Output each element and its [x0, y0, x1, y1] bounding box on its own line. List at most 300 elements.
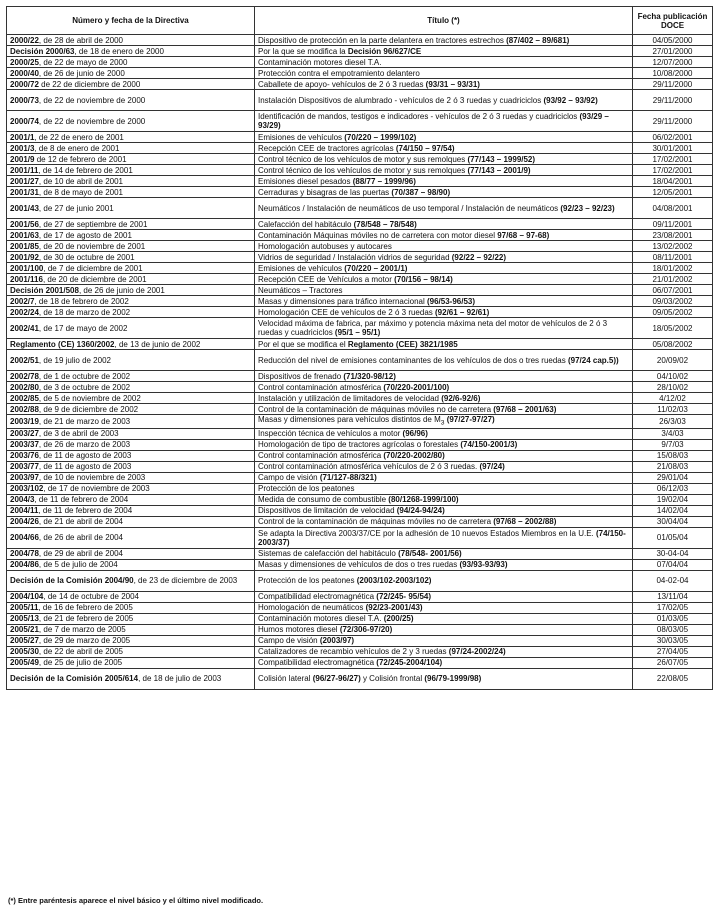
title-text: Compatibilidad electromagnética [258, 658, 377, 668]
title-reference: (70/387 – 98/90) [391, 187, 451, 197]
directive-number: 2000/74 [10, 116, 39, 126]
title-reference: (95/1 – 95/1) [334, 328, 381, 337]
table-body [7, 35, 713, 690]
table-header-row [7, 7, 713, 35]
title-cell [255, 252, 633, 263]
directive-number: 2003/27 [10, 429, 39, 439]
publication-date-cell: 10/08/2000 [633, 68, 713, 79]
publication-date-cell: 05/08/2002 [633, 339, 713, 350]
table-row [7, 635, 713, 646]
directive-number-cell [7, 668, 255, 689]
title-reference: (93/31 – 93/31) [425, 79, 480, 89]
directive-number-cell [7, 68, 255, 79]
table-row [7, 657, 713, 668]
table-row [7, 668, 713, 689]
directive-date: , de 8 de mayo de 2001 [38, 187, 123, 197]
title-cell [255, 602, 633, 613]
title-reference: (94/24-94/24) [396, 506, 445, 516]
table-row [7, 187, 713, 198]
title-cell [255, 350, 633, 371]
table-row [7, 90, 713, 111]
title-text: Emisiones diesel pesados [258, 176, 353, 186]
title-cell [255, 461, 633, 472]
directive-date: , de 5 de julio de 2004 [38, 560, 118, 570]
directive-date: , de 14 de octubre de 2004 [43, 592, 140, 602]
table-row [7, 516, 713, 527]
title-cell [255, 90, 633, 111]
directive-number-cell [7, 274, 255, 285]
title-cell [255, 154, 633, 165]
directive-number: 2003/76 [10, 451, 39, 461]
directive-date: , de 16 de febrero de 2005 [38, 603, 133, 613]
directive-date: , de 26 de junio de 2000 [38, 68, 125, 78]
publication-date-cell: 30-04-04 [633, 548, 713, 559]
title-text: Velocidad máxima de fabrica, par máximo y potencia máxima neta del motor de vehículos de 2 ó 3 ruedas y cuadriciclos [258, 319, 608, 337]
publication-date-cell: 12/07/2000 [633, 57, 713, 68]
directive-date: , de 22 de abril de 2005 [38, 647, 123, 657]
directive-number: 2000/22 [10, 35, 39, 45]
directive-number: 2005/13 [10, 614, 39, 624]
directive-number: 2003/97 [10, 473, 39, 483]
table-row [7, 35, 713, 46]
title-reference: (80/1268-1999/100) [388, 495, 459, 505]
title-text: Emisiones de vehículos [258, 263, 345, 273]
publication-date-cell: 29/01/04 [633, 472, 713, 483]
directive-number-cell [7, 219, 255, 230]
title-reference: (2003/102-2003/102) [356, 576, 432, 586]
title-cell [255, 559, 633, 570]
directive-date: , de 3 de octubre de 2002 [38, 382, 131, 392]
directive-number-cell [7, 646, 255, 657]
directive-number-cell [7, 570, 255, 591]
directive-date: , de 7 de marzo de 2005 [38, 625, 126, 635]
publication-date-cell: 17/02/2001 [633, 154, 713, 165]
title-reference: (71/320-98/12) [343, 371, 396, 381]
directive-number: 2001/11 [10, 165, 39, 175]
directive-number-cell [7, 263, 255, 274]
title-cell [255, 428, 633, 439]
title-reference: (87/402 – 89/681) [506, 35, 570, 45]
directive-date: , de 27 de septiembre de 2001 [38, 219, 148, 229]
title-reference: (70/220 – 1999/102) [344, 132, 417, 142]
directive-number-cell [7, 318, 255, 339]
title-cell [255, 285, 633, 296]
directive-number-cell [7, 382, 255, 393]
directive-number: 2004/3 [10, 495, 35, 505]
title-cell [255, 68, 633, 79]
directive-number: Decisión de la Comisión 2005/614 [10, 674, 139, 684]
directive-number-cell [7, 90, 255, 111]
publication-date-cell: 11/02/03 [633, 404, 713, 415]
directive-number-cell [7, 198, 255, 219]
directive-number-cell [7, 132, 255, 143]
table-row [7, 428, 713, 439]
publication-date-cell: 08/11/2001 [633, 252, 713, 263]
table-row [7, 132, 713, 143]
table-row [7, 198, 713, 219]
directive-number-cell [7, 624, 255, 635]
table-row [7, 439, 713, 450]
directive-date: , de 11 de febrero de 2004 [34, 495, 129, 505]
directive-date: , de 26 de marzo de 2003 [38, 440, 131, 450]
title-reference: (96/53-96/53) [426, 296, 476, 306]
table-row [7, 165, 713, 176]
directive-date: , de 21 de abril de 2004 [38, 517, 123, 527]
title-reference: (92/61 – 92/61) [435, 307, 490, 317]
table-row [7, 450, 713, 461]
title-text: Control de la contaminación de máquinas móviles no de carretera [258, 517, 494, 527]
title-text: Masas y dimensiones para vehículos distintos de M [258, 415, 441, 424]
directive-number: 2002/24 [10, 307, 39, 317]
title-text: Homologación autobuses y autocares [258, 241, 392, 251]
directive-number-cell [7, 472, 255, 483]
title-reference: (78/548- 2001/56) [398, 549, 462, 559]
table-row [7, 624, 713, 635]
title-text: Compatibilidad electromagnética [258, 592, 377, 602]
directive-number-cell [7, 494, 255, 505]
directive-date: , de 30 de octubre de 2001 [38, 252, 135, 262]
directive-number-cell [7, 296, 255, 307]
publication-date-cell: 08/03/05 [633, 624, 713, 635]
title-reference: (97/24-2002/24) [448, 647, 506, 657]
directive-number: 2001/27 [10, 176, 39, 186]
title-text: Contaminación motores diesel T.A. [258, 614, 384, 624]
title-text: y Colisión frontal [360, 674, 425, 684]
title-cell [255, 483, 633, 494]
directive-date: , de 20 de noviembre de 2001 [38, 241, 146, 251]
directive-date: , de 23 de diciembre de 2003 [133, 576, 238, 586]
title-reference: (96/96) [402, 429, 428, 439]
title-cell [255, 494, 633, 505]
directive-number: 2001/63 [10, 230, 39, 240]
directive-date: , de 11 de agosto de 2003 [38, 451, 132, 461]
title-reference: (77/143 – 2001/9) [467, 165, 531, 175]
table-row [7, 57, 713, 68]
directive-date: , de 27 de junio 2001 [38, 203, 114, 213]
publication-date-cell: 20/09/02 [633, 350, 713, 371]
table-row [7, 230, 713, 241]
title-cell [255, 371, 633, 382]
directive-date: , de 7 de diciembre de 2001 [43, 263, 143, 273]
publication-date-cell: 3/4/03 [633, 428, 713, 439]
directive-number-cell [7, 241, 255, 252]
publication-date-cell: 09/11/2001 [633, 219, 713, 230]
publication-date-cell: 26/3/03 [633, 415, 713, 429]
title-text: Protección de los peatones [258, 576, 357, 586]
title-text: Por la que se modifica la [258, 46, 348, 56]
directive-date: , de 22 de mayo de 2000 [38, 57, 128, 67]
title-cell [255, 307, 633, 318]
title-reference: (93/29 – 93/29) [258, 112, 609, 130]
directive-number: 2004/26 [10, 517, 39, 527]
title-text: Neumáticos – Tractores [258, 285, 343, 295]
title-text: Instalación y utilización de limitadores de velocidad [258, 393, 442, 403]
title-cell [255, 635, 633, 646]
title-reference: (70/220-2001/100) [383, 382, 450, 392]
directive-date: , de 1 de octubre de 2002 [38, 371, 131, 381]
title-text: Control técnico de los vehículos de motor y sus remolques [258, 154, 468, 164]
directive-date: , de 20 de diciembre de 2001 [42, 274, 147, 284]
title-text: Reducción del nivel de emisiones contaminantes de los vehículos de dos o tres ruedas [258, 355, 568, 365]
publication-date-cell: 18/01/2002 [633, 263, 713, 274]
publication-date-cell: 27/04/05 [633, 646, 713, 657]
directive-number: 2001/43 [10, 203, 39, 213]
table-row [7, 371, 713, 382]
publication-date-cell: 18/04/2001 [633, 176, 713, 187]
directive-number-cell [7, 230, 255, 241]
title-text: Dispositivo de protección en la parte delantera en tractores estrechos [258, 35, 507, 45]
table-row [7, 404, 713, 415]
directive-number: 2001/9 [10, 154, 35, 164]
directive-date: , de 19 julio de 2002 [38, 355, 111, 365]
directive-number: 2000/25 [10, 57, 39, 67]
title-cell [255, 591, 633, 602]
title-text: Contaminación Máquinas móviles no de carretera con motor diesel [258, 230, 498, 240]
publication-date-cell: 12/05/2001 [633, 187, 713, 198]
directive-number-cell [7, 559, 255, 570]
publication-date-cell: 17/02/05 [633, 602, 713, 613]
title-cell [255, 176, 633, 187]
title-reference: (93/92 – 93/92) [543, 95, 598, 105]
directive-date: , de 18 de marzo de 2002 [38, 307, 131, 317]
title-reference: (71/127-88/321) [319, 473, 377, 483]
directive-number-cell [7, 187, 255, 198]
title-cell [255, 646, 633, 657]
directive-number: 2002/51 [10, 355, 39, 365]
directive-number: 2001/100 [10, 263, 44, 273]
table-row [7, 296, 713, 307]
directive-number: 2002/85 [10, 393, 39, 403]
table-row [7, 241, 713, 252]
title-cell [255, 570, 633, 591]
directive-number-cell [7, 635, 255, 646]
directive-number-cell [7, 307, 255, 318]
title-cell [255, 548, 633, 559]
table-row [7, 548, 713, 559]
directive-number-cell [7, 111, 255, 132]
title-text: Control contaminación atmosférica [258, 451, 384, 461]
header-title: Título (*) [255, 7, 633, 35]
table-row [7, 143, 713, 154]
title-text: 3 [440, 419, 445, 427]
title-text: Vidrios de seguridad / Instalación vidrios de seguridad [258, 252, 452, 262]
publication-date-cell: 22/08/05 [633, 668, 713, 689]
directive-date: , de 22 de enero de 2001 [34, 132, 124, 142]
directive-number-cell [7, 57, 255, 68]
title-reference: (70/220-2002/80) [383, 451, 445, 461]
directive-number: 2001/3 [10, 143, 35, 153]
directive-date: , de 17 de mayo de 2002 [38, 323, 128, 333]
directive-number-cell [7, 602, 255, 613]
directives-table [6, 6, 713, 690]
directive-number-cell [7, 657, 255, 668]
title-reference: (200/25) [383, 614, 414, 624]
title-cell [255, 296, 633, 307]
title-text: Inspección técnica de vehículos a motor [258, 429, 403, 439]
publication-date-cell: 9/7/03 [633, 439, 713, 450]
directive-date: , de 18 de febrero de 2002 [34, 296, 129, 306]
directive-date: , de 17 de agosto de 2001 [38, 230, 132, 240]
table-row [7, 79, 713, 90]
directive-number: 2000/73 [10, 95, 39, 105]
directive-number: 2001/56 [10, 219, 39, 229]
table-row [7, 307, 713, 318]
title-reference: (77/143 – 1999/52) [467, 154, 536, 164]
title-cell [255, 318, 633, 339]
title-reference: (92/23-2001/43) [365, 603, 423, 613]
title-text: Control contaminación atmosférica [258, 382, 384, 392]
directive-number-cell [7, 252, 255, 263]
header-directive-number: Número y fecha de la Directiva [7, 7, 255, 35]
directive-date: de 22 de diciembre de 2000 [38, 79, 141, 89]
table-row [7, 494, 713, 505]
title-text: Emisiones de vehículos [258, 132, 345, 142]
title-text: Protección de los peatones [258, 484, 355, 494]
title-text: Instalación Dispositivos de alumbrado - vehículos de 2 ó 3 ruedas y cuadriciclos [258, 95, 544, 105]
title-cell [255, 505, 633, 516]
header-publication-date: Fecha publicación DOCE [633, 7, 713, 35]
title-reference: Reglamento (CEE) 3821/1985 [347, 339, 458, 349]
table-row [7, 505, 713, 516]
directive-number-cell [7, 516, 255, 527]
directive-date: , de 28 de abril de 2000 [38, 35, 123, 45]
table-row [7, 559, 713, 570]
title-text: Medida de consumo de combustible [258, 495, 389, 505]
publication-date-cell: 17/02/2001 [633, 165, 713, 176]
directive-number-cell [7, 176, 255, 187]
table-row [7, 285, 713, 296]
table-row [7, 46, 713, 57]
title-reference: Decisión 96/627/CE [347, 46, 422, 56]
publication-date-cell: 06/12/03 [633, 483, 713, 494]
title-cell [255, 613, 633, 624]
title-cell [255, 241, 633, 252]
directive-number: 2002/41 [10, 323, 39, 333]
title-reference: (97/27-97/27) [444, 415, 495, 424]
directive-date: , de 21 de febrero de 2005 [38, 614, 134, 624]
title-reference: (88/77 – 1999/96) [352, 176, 416, 186]
directive-number-cell [7, 154, 255, 165]
publication-date-cell: 30/03/05 [633, 635, 713, 646]
title-text: Campo de visión [258, 473, 320, 483]
title-text: Colisión lateral [258, 674, 313, 684]
title-reference: (70/220 – 2001/1) [344, 263, 408, 273]
table-row [7, 527, 713, 548]
directive-date: , de 10 de noviembre de 2003 [38, 473, 146, 483]
title-reference: (74/150-2001/3) [460, 440, 518, 450]
title-reference: (78/548 – 78/548) [353, 219, 417, 229]
directive-date: , de 11 de febrero de 2004 [38, 506, 133, 516]
directive-date: , de 11 de agosto de 2003 [38, 462, 132, 472]
directive-number-cell [7, 527, 255, 548]
directive-number: 2005/49 [10, 658, 39, 668]
directive-date: , de 18 de enero de 2000 [74, 46, 164, 56]
table-row [7, 350, 713, 371]
publication-date-cell: 30/04/04 [633, 516, 713, 527]
title-reference: (72/245-2004/104) [376, 658, 443, 668]
publication-date-cell: 4/12/02 [633, 393, 713, 404]
directive-number: 2000/40 [10, 68, 39, 78]
directive-date: , de 5 de noviembre de 2002 [38, 393, 141, 403]
title-cell [255, 668, 633, 689]
directive-date: , de 8 de enero de 2001 [34, 143, 120, 153]
directive-number: 2005/21 [10, 625, 39, 635]
title-reference: (97/24) [479, 462, 505, 472]
publication-date-cell: 13/02/2002 [633, 241, 713, 252]
publication-date-cell: 18/05/2002 [633, 318, 713, 339]
title-reference: (74/150 – 97/54) [395, 143, 455, 153]
directive-date: , de 26 de abril de 2004 [38, 533, 123, 543]
table-row [7, 111, 713, 132]
table-row [7, 472, 713, 483]
table-row [7, 339, 713, 350]
directive-date: , de 21 de marzo de 2003 [38, 416, 131, 426]
directive-number: 2003/19 [10, 416, 39, 426]
title-cell [255, 339, 633, 350]
directive-number: 2005/27 [10, 636, 39, 646]
publication-date-cell: 04/08/2001 [633, 198, 713, 219]
directive-date: , de 29 de marzo de 2005 [38, 636, 131, 646]
directive-number: 2004/78 [10, 549, 39, 559]
directive-number-cell [7, 439, 255, 450]
title-reference: (97/24 cap.5)) [567, 355, 619, 365]
directive-number: Decisión 2000/63 [10, 46, 75, 56]
title-text: Cerraduras y bisagras de las puertas [258, 187, 392, 197]
table-row [7, 393, 713, 404]
title-reference: (2003/97) [319, 636, 355, 646]
directive-number: 2002/80 [10, 382, 39, 392]
publication-date-cell: 14/02/04 [633, 505, 713, 516]
directive-number-cell [7, 404, 255, 415]
title-cell [255, 187, 633, 198]
directive-number-cell [7, 461, 255, 472]
directive-date: , de 13 de junio de 2002 [114, 339, 201, 349]
title-text: Control técnico de los vehículos de motor y sus remolques [258, 165, 468, 175]
directive-number-cell [7, 591, 255, 602]
title-cell [255, 516, 633, 527]
directive-number-cell [7, 350, 255, 371]
publication-date-cell: 13/11/04 [633, 591, 713, 602]
title-text: Calefacción del habitáculo [258, 219, 354, 229]
publication-date-cell: 09/03/2002 [633, 296, 713, 307]
directive-number-cell [7, 285, 255, 296]
title-text: Homologación de neumáticos [258, 603, 366, 613]
title-cell [255, 657, 633, 668]
directive-number-cell [7, 613, 255, 624]
title-text: Sistemas de calefacción del habitáculo [258, 549, 399, 559]
table-row [7, 176, 713, 187]
publication-date-cell: 30/01/2001 [633, 143, 713, 154]
title-cell [255, 472, 633, 483]
title-reference: 97/68 – 97-68) [497, 230, 550, 240]
title-cell [255, 263, 633, 274]
directive-number: Decisión 2001/508 [10, 285, 79, 295]
directive-date: , de 29 de abril de 2004 [38, 549, 123, 559]
directive-number: 2001/1 [10, 132, 35, 142]
publication-date-cell: 29/11/2000 [633, 90, 713, 111]
directive-date: , de 3 de abril de 2003 [38, 429, 119, 439]
directive-number: 2002/88 [10, 404, 39, 414]
title-cell [255, 404, 633, 415]
title-text: Campo de visión [258, 636, 320, 646]
table-row [7, 483, 713, 494]
table-row [7, 68, 713, 79]
directive-number: 2001/116 [10, 274, 43, 284]
title-cell [255, 35, 633, 46]
directive-date: , de 25 de julio de 2005 [38, 658, 123, 668]
title-reference: (92/22 – 92/22) [451, 252, 507, 262]
publication-date-cell: 19/02/04 [633, 494, 713, 505]
